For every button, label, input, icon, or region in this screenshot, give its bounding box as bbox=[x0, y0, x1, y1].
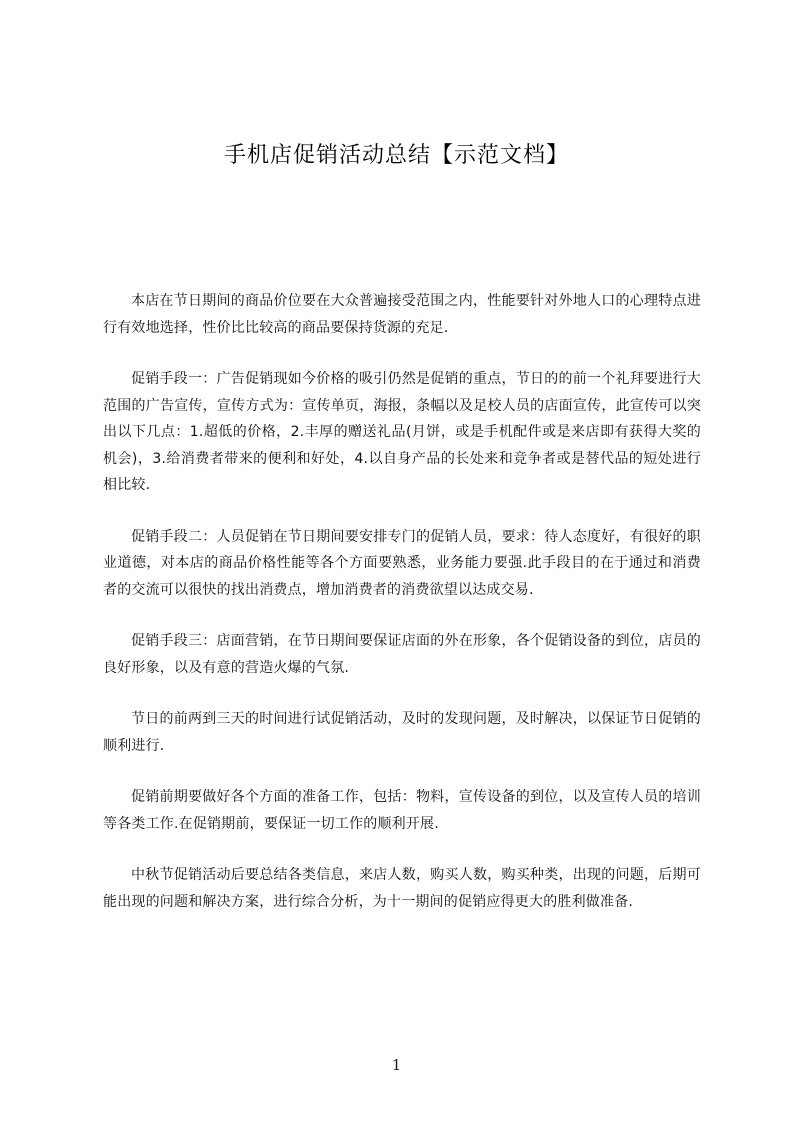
paragraph-promotion-method-3: 促销手段三：店面营销，在节日期间要保证店面的外在形象，各个促销设备的到位，店员的良好形象，以及有意的营造火爆的气氛. bbox=[103, 633, 701, 676]
paragraph-promotion-method-2: 促销手段二：人员促销在节日期间要安排专门的促销人员，要求：待人态度好，有很好的职业道德，对本店的商品价格性能等各个方面要熟悉，业务能力要强.此手段目的在于通过和消费者的交流可以很快的找出消费点，增加消费者的消费欲望以达成交易. bbox=[103, 528, 701, 598]
paragraph-trial-promotion: 节日的前两到三天的时间进行试促销活动，及时的发现问题，及时解决，以保证节日促销的顺利进行. bbox=[103, 711, 701, 754]
page-number: 1 bbox=[391, 1056, 402, 1074]
paragraph-preparation: 促销前期要做好各个方面的准备工作，包括：物料，宣传设备的到位，以及宣传人员的培训等各类工作.在促销期前，要保证一切工作的顺利开展. bbox=[103, 789, 701, 832]
page-title: 手机店促销活动总结【示范文档】 bbox=[223, 143, 569, 168]
paragraph-intro: 本店在节日期间的商品价位要在大众普遍接受范围之内，性能要针对外地人口的心理特点进行有效地选择，性价比比较高的商品要保持货源的充足. bbox=[103, 293, 701, 336]
document-body bbox=[103, 288, 701, 940]
paragraph-summary: 中秋节促销活动后要总结各类信息，来店人数，购买人数，购买种类，出现的问题，后期可能出现的问题和解决方案，进行综合分析，为十一期间的促销应得更大的胜利做准备. bbox=[103, 867, 701, 910]
paragraph-promotion-method-1: 促销手段一：广告促销现如今价格的吸引仍然是促销的重点，节日的的前一个礼拜要进行大范围的广告宣传，宣传方式为：宣传单页，海报，条幅以及足校人员的店面宣传，此宣传可以突出以下几点：1.超低的价格，2.丰厚的赠送礼品(月饼，或是手机配件或是来店即有获得大奖的机会)，3.给消费者带来的便利和好处，4.以自身产品的长处来和竞争者或是替代品的短处进行相比较. bbox=[103, 371, 701, 493]
